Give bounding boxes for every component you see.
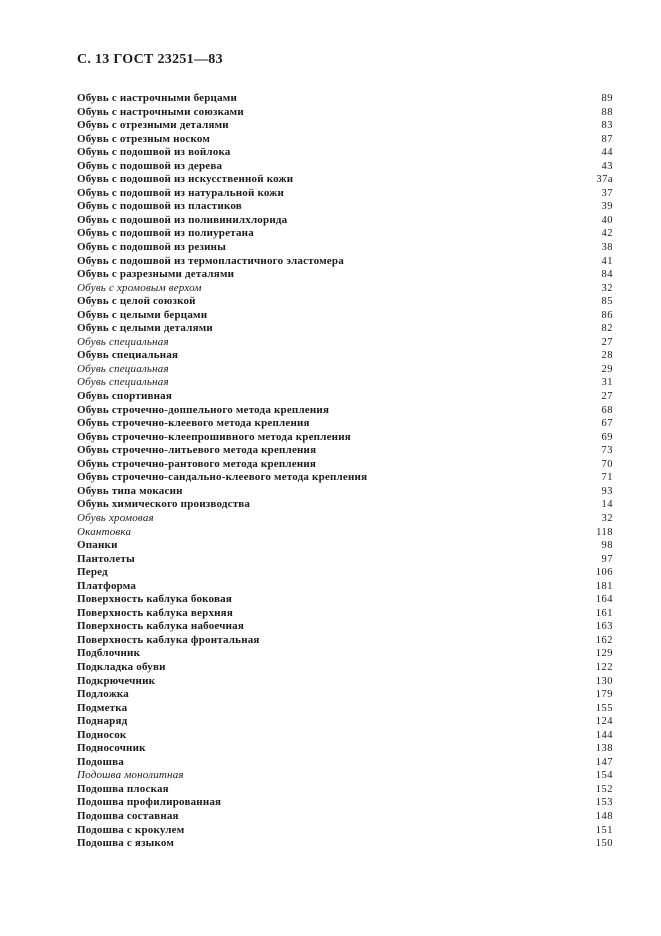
term-number: 29 xyxy=(601,363,613,375)
term-label: Подошва плоская xyxy=(77,782,169,795)
index-row xyxy=(77,539,613,553)
index-row xyxy=(77,187,613,201)
index-row xyxy=(77,485,613,499)
term-label: Подошва монолитная xyxy=(77,769,184,782)
term-number: 153 xyxy=(595,797,613,809)
term-number: 106 xyxy=(595,567,613,579)
term-number: 144 xyxy=(595,729,613,741)
term-number: 163 xyxy=(595,621,613,633)
term-label: Обувь с подошвой из дерева xyxy=(77,159,223,172)
term-number: 148 xyxy=(595,810,613,822)
index-row xyxy=(77,336,613,350)
term-number: 97 xyxy=(601,553,613,565)
term-number: 32 xyxy=(601,282,613,294)
term-number: 138 xyxy=(595,743,613,755)
term-label: Обувь с настрочными берцами xyxy=(77,92,238,104)
term-label: Обувь с отрезным носком xyxy=(77,132,211,145)
index-row xyxy=(77,471,613,485)
term-label: Подошва с языком xyxy=(77,837,175,850)
term-number: 155 xyxy=(595,702,613,714)
index-row xyxy=(77,146,613,160)
term-number: 151 xyxy=(595,824,613,836)
term-number: 73 xyxy=(601,445,613,457)
term-number: 124 xyxy=(595,716,613,728)
term-number: 37 xyxy=(601,187,613,199)
term-label: Обувь с подошвой из термопластичного эластомера xyxy=(77,254,344,267)
term-label: Окантовка xyxy=(77,525,132,538)
term-label: Подошва xyxy=(77,755,124,768)
term-label: Обувь специальная xyxy=(77,349,179,362)
index-row xyxy=(77,675,613,689)
index-row xyxy=(77,376,613,390)
term-label: Подкрючечник xyxy=(77,674,156,687)
index-row xyxy=(77,282,613,296)
term-label: Подблочник xyxy=(77,647,141,660)
index-row xyxy=(77,309,613,323)
term-label: Поверхность каблука верхняя xyxy=(77,606,233,619)
term-label: Обувь с подошвой из натуральной кожи xyxy=(77,186,284,199)
term-label: Подошва профилированная xyxy=(77,796,222,809)
index-row xyxy=(77,390,613,404)
index-row xyxy=(77,498,613,512)
term-number: 37а xyxy=(596,174,613,186)
term-number: 68 xyxy=(601,404,613,416)
term-label: Обувь строчечно-доппельного метода крепления xyxy=(77,403,330,416)
term-number: 93 xyxy=(601,485,613,497)
term-label: Подошва с крокулем xyxy=(77,823,185,836)
index-row xyxy=(77,634,613,648)
term-number: 118 xyxy=(596,526,613,538)
index-row xyxy=(77,322,613,336)
term-number: 71 xyxy=(601,472,613,484)
term-label: Платформа xyxy=(77,579,137,592)
index-row xyxy=(77,431,613,445)
index-row xyxy=(77,688,613,702)
index-row xyxy=(77,92,613,106)
index-row xyxy=(77,580,613,594)
term-number: 150 xyxy=(595,838,613,850)
index-row xyxy=(77,458,613,472)
index-row xyxy=(77,607,613,621)
term-label: Обувь типа мокасин xyxy=(77,484,183,497)
term-label: Обувь с целыми берцами xyxy=(77,308,208,321)
term-label: Подложка xyxy=(77,688,129,701)
term-number: 38 xyxy=(601,242,613,254)
term-label: Подметка xyxy=(77,701,128,714)
term-label: Обувь хромовая xyxy=(77,511,154,524)
index-row xyxy=(77,810,613,824)
term-label: Обувь с подошвой из полиуретана xyxy=(77,227,254,240)
page-header: С. 13 ГОСТ 23251—83 xyxy=(77,52,223,67)
term-label: Опанки xyxy=(77,539,118,552)
index-row xyxy=(77,837,613,851)
term-label: Обувь с подошвой из поливинилхлорида xyxy=(77,213,288,226)
term-label: Обувь строчечно-сандально-клеевого метода крепления xyxy=(77,471,368,484)
alphabetical-index-list xyxy=(77,92,613,851)
term-label: Обувь с подошвой из искусственной кожи xyxy=(77,173,294,186)
index-row xyxy=(77,593,613,607)
term-label: Обувь с целой союзкой xyxy=(77,295,196,308)
term-number: 82 xyxy=(601,323,613,335)
index-row xyxy=(77,647,613,661)
index-row xyxy=(77,133,613,147)
term-number: 152 xyxy=(595,783,613,795)
term-number: 147 xyxy=(595,756,613,768)
term-number: 154 xyxy=(595,770,613,782)
term-label: Поверхность каблука набоечная xyxy=(77,620,244,633)
term-number: 83 xyxy=(601,120,613,132)
term-number: 41 xyxy=(601,255,613,267)
term-label: Обувь с целыми деталями xyxy=(77,322,213,335)
term-label: Обувь с хромовым верхом xyxy=(77,281,202,294)
index-row xyxy=(77,702,613,716)
index-row xyxy=(77,620,613,634)
term-number: 67 xyxy=(601,418,613,430)
term-number: 129 xyxy=(595,648,613,660)
term-number: 84 xyxy=(601,269,613,281)
index-row xyxy=(77,214,613,228)
term-label: Обувь с подошвой из войлока xyxy=(77,146,231,159)
term-number: 87 xyxy=(601,133,613,145)
index-row xyxy=(77,783,613,797)
term-number: 43 xyxy=(601,160,613,172)
index-row xyxy=(77,444,613,458)
index-row xyxy=(77,796,613,810)
term-number: 70 xyxy=(601,458,613,470)
term-number: 88 xyxy=(601,106,613,118)
index-row xyxy=(77,756,613,770)
index-row xyxy=(77,566,613,580)
term-label: Обувь с настрочными союзками xyxy=(77,105,244,118)
term-number: 89 xyxy=(601,93,613,104)
term-number: 98 xyxy=(601,540,613,552)
index-row xyxy=(77,729,613,743)
term-number: 122 xyxy=(595,661,613,673)
term-number: 39 xyxy=(601,201,613,213)
index-row xyxy=(77,227,613,241)
index-row xyxy=(77,160,613,174)
index-row xyxy=(77,824,613,838)
term-label: Обувь с подошвой из резины xyxy=(77,241,226,254)
term-label: Обувь строчечно-литьевого метода крепления xyxy=(77,444,317,457)
index-row xyxy=(77,349,613,363)
index-row xyxy=(77,295,613,309)
index-row xyxy=(77,742,613,756)
term-number: 181 xyxy=(595,580,613,592)
term-number: 27 xyxy=(601,391,613,403)
index-row xyxy=(77,173,613,187)
index-row xyxy=(77,553,613,567)
term-number: 164 xyxy=(595,594,613,606)
term-label: Подносочник xyxy=(77,742,146,755)
index-row xyxy=(77,200,613,214)
term-label: Обувь химического производства xyxy=(77,498,251,511)
term-label: Пантолеты xyxy=(77,552,135,565)
term-label: Обувь с отрезными деталями xyxy=(77,119,229,132)
term-number: 44 xyxy=(601,147,613,159)
term-number: 85 xyxy=(601,296,613,308)
index-row xyxy=(77,363,613,377)
index-row xyxy=(77,404,613,418)
term-number: 27 xyxy=(601,336,613,348)
term-label: Обувь строчечно-клеепрошивного метода крепления xyxy=(77,430,351,443)
term-number: 40 xyxy=(601,214,613,226)
term-number: 14 xyxy=(601,499,613,511)
index-row xyxy=(77,255,613,269)
term-label: Обувь с разрезными деталями xyxy=(77,268,235,281)
term-number: 31 xyxy=(601,377,613,389)
term-number: 42 xyxy=(601,228,613,240)
index-row xyxy=(77,661,613,675)
term-label: Обувь спортивная xyxy=(77,390,173,403)
term-label: Подкладка обуви xyxy=(77,660,166,673)
term-label: Поверхность каблука фронтальная xyxy=(77,633,260,646)
term-label: Подошва составная xyxy=(77,809,179,822)
term-number: 161 xyxy=(595,607,613,619)
index-row xyxy=(77,106,613,120)
term-label: Обувь специальная xyxy=(77,376,169,389)
term-number: 32 xyxy=(601,512,613,524)
term-number: 162 xyxy=(595,634,613,646)
index-row xyxy=(77,268,613,282)
index-row xyxy=(77,526,613,540)
index-row xyxy=(77,417,613,431)
term-label: Обувь строчечно-клеевого метода крепления xyxy=(77,417,310,430)
index-row xyxy=(77,119,613,133)
term-label: Перед xyxy=(77,566,108,579)
term-label: Обувь специальная xyxy=(77,335,169,348)
term-label: Подносок xyxy=(77,728,127,741)
index-row xyxy=(77,769,613,783)
index-row xyxy=(77,512,613,526)
term-label: Поверхность каблука боковая xyxy=(77,593,232,606)
term-number: 28 xyxy=(601,350,613,362)
term-label: Обувь специальная xyxy=(77,362,169,375)
term-number: 69 xyxy=(601,431,613,443)
term-label: Обувь с подошвой из пластиков xyxy=(77,200,242,213)
term-label: Обувь строчечно-рантового метода крепления xyxy=(77,457,317,470)
term-number: 130 xyxy=(595,675,613,687)
index-row xyxy=(77,241,613,255)
term-number: 86 xyxy=(601,309,613,321)
index-row xyxy=(77,715,613,729)
term-label: Поднаряд xyxy=(77,715,128,728)
term-number: 179 xyxy=(595,689,613,701)
